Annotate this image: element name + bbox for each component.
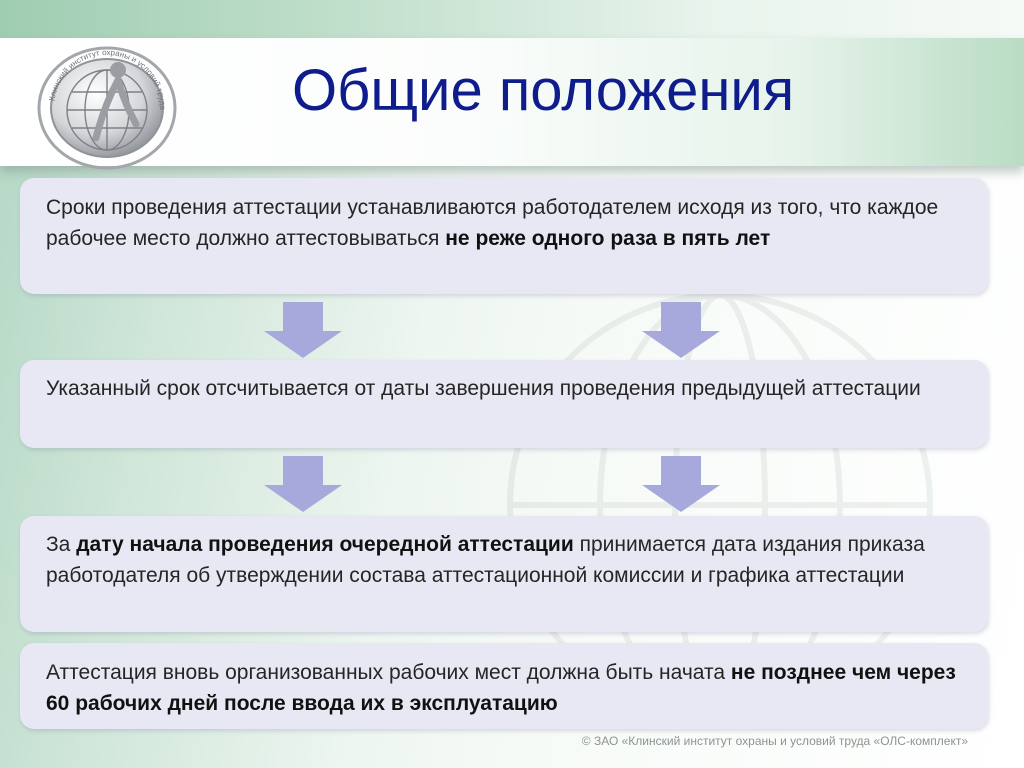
down-arrow-icon [264,302,342,358]
globe-figure-logo [32,40,182,170]
page-title: Общие положения [292,58,795,123]
info-block [20,516,988,632]
block-text: За [46,533,77,556]
down-arrow-icon [264,456,342,512]
block-text: Сроки проведения аттестации устанавливаются работодателем исходя из того, что каждое рабочее место должно аттестовываться [46,196,939,250]
block-text: Указанный срок отсчитывается от даты завершения проведения предыдущей аттестации [46,377,921,400]
down-arrow-icon [642,456,720,512]
logo-ring-text: Клинский институт охраны и условий труда [47,47,168,110]
block-text-bold: не реже одного раза в пять лет [445,227,771,250]
block-text: принимается дата издания приказа работодателя об утверждении состава аттестационной комиссии и графика аттестации [46,533,925,587]
down-arrow-icon [642,302,720,358]
top-band [0,0,1024,38]
copyright-text: © ЗАО «Клинский институт охраны и условий труда «ОЛС-комплект» [581,734,968,748]
info-block [20,643,988,729]
info-block [20,178,988,294]
block-text: Аттестация вновь организованных рабочих мест должна быть начата [46,661,731,684]
block-text-bold: дату начала проведения очередной аттестации [76,533,574,556]
info-block [20,360,988,448]
block-text-bold: не позднее чем через 60 рабочих дней после ввода их в эксплуатацию [46,661,956,715]
